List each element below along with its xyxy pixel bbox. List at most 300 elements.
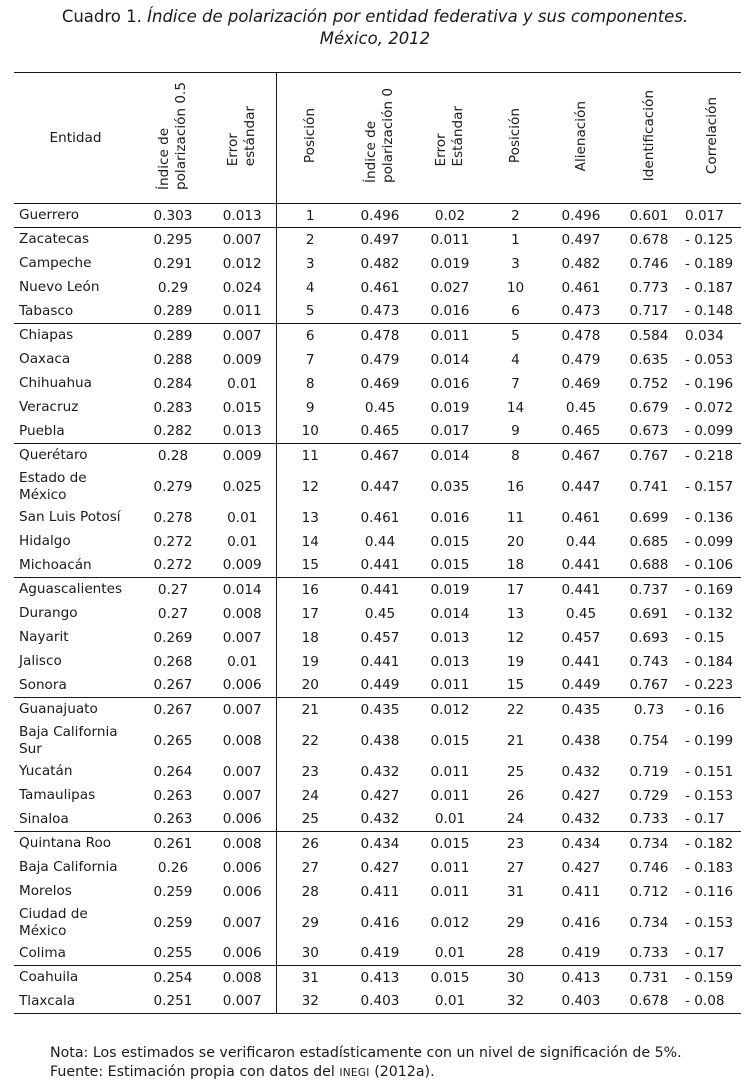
- cell-alienacion: 0.449: [561, 677, 601, 694]
- cell-error-estandar-1: 0.007: [222, 914, 262, 931]
- cell-indice-05: 0.295: [137, 228, 209, 252]
- cell-entidad: San Luis Potosí: [19, 509, 121, 525]
- cell-posicion-1: 17: [276, 602, 344, 626]
- cell-correlacion: - 0.157: [685, 478, 734, 495]
- cell-correlacion: - 0.17: [685, 945, 725, 962]
- cell-error-estandar-1: 0.007: [209, 990, 276, 1014]
- cell-alienacion: 0.411: [561, 883, 601, 900]
- cell-posicion-2: 30: [484, 966, 547, 990]
- cell-correlacion: - 0.184: [685, 653, 734, 670]
- cell-error-estandar-1: 0.006: [222, 883, 262, 900]
- cell-identificacion: 0.729: [629, 787, 669, 804]
- cell-alienacion: 0.438: [561, 732, 601, 749]
- cell-entidad: Guanajuato: [14, 698, 137, 722]
- cell-correlacion: - 0.072: [685, 399, 734, 416]
- cell-error-estandar-1: 0.009: [222, 351, 262, 368]
- cell-error-estandar-1: 0.006: [222, 859, 262, 876]
- cell-correlacion: - 0.099: [685, 533, 734, 550]
- cell-indice-0: 0.482: [360, 255, 400, 272]
- cell-error-estandar-1: 0.014: [209, 578, 276, 602]
- cell-indice-05: 0.278: [153, 509, 193, 526]
- cell-identificacion: 0.773: [629, 279, 669, 296]
- cell-alienacion: 0.419: [561, 945, 601, 962]
- table-row: [14, 348, 741, 372]
- header-error-estandar-2: Error Estándar: [433, 105, 466, 167]
- caption-title: Índice de polarización por entidad federativa y sus componentes.: [147, 7, 689, 26]
- cell-entidad: Querétaro: [14, 444, 137, 468]
- header-correlacion: Correlación: [703, 97, 720, 175]
- cell-entidad: Baja California: [19, 859, 118, 875]
- cell-entidad: Yucatán: [19, 763, 73, 779]
- cell-identificacion: 0.712: [629, 883, 669, 900]
- cell-posicion-2: 6: [511, 303, 520, 320]
- cell-indice-05: 0.29: [157, 279, 189, 296]
- table-row: [14, 698, 741, 722]
- cell-indice-05: 0.261: [137, 832, 209, 856]
- cell-identificacion: 0.717: [629, 303, 669, 320]
- cell-posicion-2: 11: [506, 509, 525, 526]
- cell-posicion-1: 9: [276, 396, 344, 420]
- caption-prefix: Cuadro 1.: [61, 7, 148, 26]
- cell-correlacion: - 0.17: [685, 811, 725, 828]
- cell-posicion-2: 20: [506, 533, 525, 550]
- cell-posicion-2: 16: [506, 478, 525, 495]
- caption-line-2: México, 2012: [319, 29, 431, 48]
- cell-identificacion: 0.673: [629, 423, 669, 440]
- cell-error-estandar-2: 0.012: [430, 914, 470, 931]
- cell-error-estandar-1: 0.012: [222, 255, 262, 272]
- cell-entidad: Estado de México: [19, 469, 87, 503]
- table-row: [14, 578, 741, 602]
- cell-correlacion: - 0.148: [685, 303, 734, 320]
- cell-indice-05: 0.289: [153, 303, 193, 320]
- cell-identificacion: 0.752: [629, 375, 669, 392]
- cell-alienacion: 0.434: [547, 832, 615, 856]
- cell-indice-05: 0.269: [153, 629, 193, 646]
- cell-indice-05: 0.259: [153, 914, 193, 931]
- cell-entidad: Ciudad de México: [19, 905, 88, 939]
- cell-indice-05: 0.255: [153, 945, 193, 962]
- cell-indice-0: 0.441: [360, 653, 400, 670]
- caption-line-1: [0, 6, 750, 28]
- table-row: [14, 324, 741, 348]
- cell-error-estandar-2: 0.019: [430, 399, 470, 416]
- cell-identificacion: 0.584: [615, 324, 683, 348]
- cell-posicion-1: 18: [276, 626, 344, 650]
- cell-error-estandar-1: 0.01: [227, 375, 258, 392]
- cell-identificacion: 0.685: [629, 533, 669, 550]
- cell-posicion-2: 22: [484, 698, 547, 722]
- cell-indice-0: 0.478: [344, 324, 416, 348]
- cell-alienacion: 0.441: [561, 653, 601, 670]
- cell-identificacion: 0.733: [629, 945, 669, 962]
- cell-identificacion: 0.688: [629, 557, 669, 574]
- cell-posicion-1: 29: [276, 904, 344, 942]
- cell-correlacion: - 0.053: [685, 351, 734, 368]
- table-row: [14, 990, 741, 1014]
- cell-posicion-1: 19: [276, 650, 344, 674]
- cell-correlacion: - 0.125: [683, 228, 741, 252]
- cell-error-estandar-1: 0.007: [209, 228, 276, 252]
- cell-posicion-2: 7: [511, 375, 520, 392]
- cell-entidad: Quintana Roo: [14, 832, 137, 856]
- cell-posicion-2: 8: [484, 444, 547, 468]
- cell-error-estandar-1: 0.008: [222, 605, 262, 622]
- cell-error-estandar-1: 0.007: [209, 324, 276, 348]
- cell-entidad: Nayarit: [19, 629, 69, 645]
- cell-posicion-2: 24: [506, 811, 525, 828]
- header-row: [14, 73, 741, 204]
- cell-indice-05: 0.251: [137, 990, 209, 1014]
- cell-indice-05: 0.291: [153, 255, 193, 272]
- cell-indice-05: 0.267: [137, 698, 209, 722]
- cell-alienacion: 0.461: [561, 509, 601, 526]
- cell-correlacion: - 0.183: [685, 859, 734, 876]
- cell-posicion-2: 4: [511, 351, 520, 368]
- cell-error-estandar-2: 0.014: [430, 605, 470, 622]
- cell-indice-05: 0.264: [153, 763, 193, 780]
- cell-identificacion: 0.635: [629, 351, 669, 368]
- inegi-smallcaps: INEGI: [339, 1067, 370, 1079]
- cell-error-estandar-1: 0.007: [222, 763, 262, 780]
- cell-posicion-2: 31: [506, 883, 525, 900]
- cell-alienacion: 0.479: [561, 351, 601, 368]
- table-row: [14, 300, 741, 324]
- cell-alienacion: 0.441: [547, 578, 615, 602]
- cell-posicion-2: 32: [484, 990, 547, 1014]
- cell-identificacion: 0.767: [615, 444, 683, 468]
- cell-identificacion: 0.754: [629, 732, 669, 749]
- cell-posicion-2: 19: [506, 653, 525, 670]
- cell-error-estandar-2: 0.014: [416, 444, 484, 468]
- cell-error-estandar-2: 0.019: [416, 578, 484, 602]
- cell-posicion-1: 6: [276, 324, 344, 348]
- cell-indice-0: 0.45: [364, 605, 396, 622]
- cell-entidad: Michoacán: [19, 556, 92, 573]
- cell-identificacion: 0.719: [629, 763, 669, 780]
- cell-indice-05: 0.284: [153, 375, 193, 392]
- cell-identificacion: 0.741: [629, 478, 669, 495]
- cell-indice-0: 0.432: [360, 811, 400, 828]
- table-row: [14, 942, 741, 966]
- cell-indice-0: 0.449: [360, 677, 400, 694]
- cell-error-estandar-1: 0.009: [209, 444, 276, 468]
- cell-alienacion: 0.457: [561, 629, 601, 646]
- cell-identificacion: 0.734: [615, 832, 683, 856]
- cell-posicion-1: 28: [276, 880, 344, 904]
- cell-alienacion: 0.44: [565, 533, 597, 550]
- cell-posicion-2: 28: [506, 945, 525, 962]
- cell-correlacion: - 0.08: [683, 990, 741, 1014]
- cell-alienacion: 0.403: [547, 990, 615, 1014]
- table-row: [14, 904, 741, 942]
- cell-error-estandar-2: 0.011: [416, 228, 484, 252]
- cell-indice-05: 0.265: [153, 732, 193, 749]
- cell-alienacion: 0.45: [565, 399, 597, 416]
- cell-error-estandar-1: 0.008: [209, 966, 276, 990]
- cell-correlacion: - 0.151: [685, 763, 734, 780]
- cell-posicion-1: 22: [276, 722, 344, 760]
- cell-posicion-2: 26: [506, 787, 525, 804]
- cell-identificacion: 0.767: [629, 677, 669, 694]
- cell-correlacion: - 0.182: [683, 832, 741, 856]
- table-row: [14, 880, 741, 904]
- cell-identificacion: 0.679: [629, 399, 669, 416]
- cell-alienacion: 0.432: [561, 763, 601, 780]
- cell-indice-05: 0.28: [137, 444, 209, 468]
- cell-indice-0: 0.411: [360, 883, 400, 900]
- table-row: [14, 784, 741, 808]
- cell-alienacion: 0.432: [561, 811, 601, 828]
- cell-error-estandar-1: 0.013: [222, 423, 262, 440]
- cell-entidad: Tlaxcala: [14, 990, 137, 1014]
- cell-correlacion: 0.034: [683, 324, 741, 348]
- cell-error-estandar-1: 0.006: [222, 811, 262, 828]
- cell-correlacion: - 0.15: [685, 629, 725, 646]
- cell-posicion-2: 12: [506, 629, 525, 646]
- cell-identificacion: 0.73: [615, 698, 683, 722]
- cell-alienacion: 0.427: [561, 787, 601, 804]
- cell-correlacion: - 0.136: [685, 509, 734, 526]
- table-row: [14, 722, 741, 760]
- table-row: [14, 468, 741, 506]
- cell-posicion-2: 1: [484, 228, 547, 252]
- cell-error-estandar-2: 0.01: [434, 945, 466, 962]
- cell-alienacion: 0.473: [561, 303, 601, 320]
- cell-indice-05: 0.26: [157, 859, 189, 876]
- cell-posicion-1: 13: [276, 506, 344, 530]
- table-row: [14, 252, 741, 276]
- cell-correlacion: - 0.159: [683, 966, 741, 990]
- cell-entidad: Nuevo León: [19, 279, 100, 295]
- cell-posicion-1: 11: [276, 444, 344, 468]
- cell-correlacion: - 0.199: [685, 732, 734, 749]
- cell-error-estandar-2: 0.01: [416, 990, 484, 1014]
- cell-alienacion: 0.497: [547, 228, 615, 252]
- cell-entidad: Tabasco: [19, 302, 74, 319]
- cell-entidad: Aguascalientes: [14, 578, 137, 602]
- cell-posicion-1: 30: [276, 942, 344, 966]
- table-notes: [50, 1044, 682, 1083]
- cell-indice-0: 0.467: [344, 444, 416, 468]
- cell-error-estandar-2: 0.027: [430, 279, 470, 296]
- source-text: Fuente: Estimación propia con datos del INEGI (2012a).: [50, 1064, 435, 1080]
- cell-indice-0: 0.432: [360, 763, 400, 780]
- cell-indice-05: 0.259: [153, 883, 193, 900]
- cell-identificacion: 0.731: [615, 966, 683, 990]
- cell-error-estandar-2: 0.011: [430, 787, 470, 804]
- header-posicion-1: Posición: [276, 73, 344, 204]
- header-indice-0: Índice de polarización 0: [363, 88, 396, 184]
- cell-alienacion: 0.45: [565, 605, 597, 622]
- cell-posicion-2: 9: [511, 423, 520, 440]
- cell-posicion-1: 32: [276, 990, 344, 1014]
- table-row: [14, 276, 741, 300]
- header-posicion-2: Posición: [507, 108, 523, 164]
- cell-posicion-1: 20: [276, 674, 344, 698]
- cell-posicion-2: 29: [506, 914, 525, 931]
- cell-posicion-1: 10: [276, 420, 344, 444]
- cell-error-estandar-1: 0.006: [222, 677, 262, 694]
- cell-indice-05: 0.272: [153, 557, 193, 574]
- cell-identificacion: 0.699: [629, 509, 669, 526]
- cell-indice-05: 0.268: [153, 653, 193, 670]
- cell-indice-0: 0.438: [360, 732, 400, 749]
- cell-identificacion: 0.734: [629, 914, 669, 931]
- cell-entidad: Chiapas: [14, 324, 137, 348]
- cell-error-estandar-1: 0.024: [222, 279, 262, 296]
- cell-indice-0: 0.427: [360, 859, 400, 876]
- cell-alienacion: 0.435: [547, 698, 615, 722]
- polarization-table: [14, 72, 741, 1014]
- cell-indice-0: 0.434: [344, 832, 416, 856]
- cell-posicion-1: 4: [276, 276, 344, 300]
- cell-indice-0: 0.45: [364, 399, 396, 416]
- cell-error-estandar-2: 0.014: [430, 351, 470, 368]
- table-row: [14, 444, 741, 468]
- cell-indice-0: 0.403: [344, 990, 416, 1014]
- cell-indice-0: 0.469: [360, 375, 400, 392]
- cell-indice-0: 0.447: [360, 478, 400, 495]
- cell-error-estandar-1: 0.007: [209, 698, 276, 722]
- cell-alienacion: 0.416: [561, 914, 601, 931]
- cell-error-estandar-2: 0.016: [430, 375, 470, 392]
- cell-entidad: Durango: [19, 605, 78, 621]
- table-row: [14, 808, 741, 832]
- cell-indice-0: 0.496: [344, 204, 416, 228]
- cell-alienacion: 0.496: [547, 204, 615, 228]
- cell-correlacion: - 0.16: [683, 698, 741, 722]
- cell-correlacion: - 0.099: [685, 423, 734, 440]
- cell-entidad: Coahuila: [14, 966, 137, 990]
- cell-posicion-2: 3: [511, 255, 520, 272]
- cell-indice-05: 0.27: [157, 605, 189, 622]
- cell-error-estandar-2: 0.015: [430, 732, 470, 749]
- cell-indice-05: 0.283: [153, 399, 193, 416]
- cell-posicion-2: 13: [506, 605, 525, 622]
- header-error-estandar-1: Error estándar: [225, 105, 259, 167]
- cell-alienacion: 0.413: [547, 966, 615, 990]
- cell-alienacion: 0.441: [561, 557, 601, 574]
- cell-indice-0: 0.497: [344, 228, 416, 252]
- header-identificacion: Identificación: [640, 90, 657, 182]
- cell-error-estandar-1: 0.015: [222, 399, 262, 416]
- cell-correlacion: - 0.153: [685, 914, 734, 931]
- cell-indice-05: 0.263: [153, 811, 193, 828]
- cell-error-estandar-2: 0.011: [416, 324, 484, 348]
- cell-error-estandar-1: 0.008: [209, 832, 276, 856]
- cell-posicion-2: 18: [506, 557, 525, 574]
- cell-error-estandar-2: 0.012: [416, 698, 484, 722]
- table-row: [14, 204, 741, 228]
- header-alienacion: Alienación: [572, 100, 589, 172]
- cell-correlacion: - 0.169: [683, 578, 741, 602]
- cell-posicion-1: 16: [276, 578, 344, 602]
- cell-entidad: Colima: [19, 944, 66, 961]
- cell-posicion-1: 2: [276, 228, 344, 252]
- cell-posicion-1: 21: [276, 698, 344, 722]
- cell-posicion-1: 3: [276, 252, 344, 276]
- cell-error-estandar-1: 0.011: [222, 303, 262, 320]
- cell-indice-0: 0.461: [360, 279, 400, 296]
- cell-error-estandar-2: 0.035: [430, 478, 470, 495]
- table-row: [14, 228, 741, 252]
- cell-indice-0: 0.416: [360, 914, 400, 931]
- cell-correlacion: 0.017: [683, 204, 741, 228]
- cell-error-estandar-2: 0.015: [430, 557, 470, 574]
- cell-error-estandar-1: 0.007: [222, 629, 262, 646]
- table-row: [14, 832, 741, 856]
- cell-alienacion: 0.482: [561, 255, 601, 272]
- table-row: [14, 650, 741, 674]
- cell-indice-05: 0.272: [153, 533, 193, 550]
- cell-indice-05: 0.263: [153, 787, 193, 804]
- table-row: [14, 530, 741, 554]
- cell-indice-0: 0.465: [360, 423, 400, 440]
- cell-posicion-2: 17: [484, 578, 547, 602]
- cell-alienacion: 0.461: [561, 279, 601, 296]
- table-row: [14, 760, 741, 784]
- cell-identificacion: 0.737: [615, 578, 683, 602]
- cell-indice-05: 0.289: [137, 324, 209, 348]
- cell-correlacion: - 0.223: [685, 677, 734, 694]
- cell-error-estandar-2: 0.015: [430, 533, 470, 550]
- cell-indice-05: 0.27: [137, 578, 209, 602]
- cell-posicion-2: 27: [506, 859, 525, 876]
- cell-posicion-2: 5: [484, 324, 547, 348]
- cell-indice-0: 0.473: [360, 303, 400, 320]
- cell-correlacion: - 0.153: [685, 787, 734, 804]
- header-indice-05: Índice de polarización 0.5: [156, 81, 189, 190]
- cell-posicion-1: 27: [276, 856, 344, 880]
- cell-error-estandar-2: 0.01: [434, 811, 466, 828]
- cell-error-estandar-1: 0.01: [227, 533, 258, 550]
- note-text: Nota: Los estimados se verificaron estadísticamente con un nivel de significación de 5%.: [50, 1045, 682, 1061]
- cell-error-estandar-2: 0.015: [416, 832, 484, 856]
- cell-posicion-2: 14: [506, 399, 525, 416]
- cell-error-estandar-2: 0.011: [430, 883, 470, 900]
- cell-error-estandar-2: 0.013: [430, 629, 470, 646]
- cell-posicion-1: 12: [276, 468, 344, 506]
- cell-posicion-1: 26: [276, 832, 344, 856]
- cell-identificacion: 0.746: [629, 859, 669, 876]
- cell-identificacion: 0.743: [629, 653, 669, 670]
- cell-posicion-1: 31: [276, 966, 344, 990]
- cell-indice-0: 0.44: [364, 533, 396, 550]
- cell-indice-0: 0.461: [360, 509, 400, 526]
- cell-indice-05: 0.282: [153, 423, 193, 440]
- cell-entidad: Sinaloa: [19, 810, 69, 827]
- cell-posicion-1: 8: [276, 372, 344, 396]
- cell-alienacion: 0.427: [561, 859, 601, 876]
- cell-error-estandar-2: 0.011: [430, 859, 470, 876]
- cell-posicion-2: 23: [484, 832, 547, 856]
- cell-posicion-2: 2: [484, 204, 547, 228]
- cell-error-estandar-1: 0.025: [222, 478, 262, 495]
- cell-error-estandar-2: 0.015: [416, 966, 484, 990]
- cell-error-estandar-2: 0.02: [416, 204, 484, 228]
- cell-indice-0: 0.441: [360, 557, 400, 574]
- cell-posicion-1: 7: [276, 348, 344, 372]
- cell-identificacion: 0.601: [615, 204, 683, 228]
- cell-entidad: Guerrero: [14, 204, 137, 228]
- cell-indice-0: 0.457: [360, 629, 400, 646]
- cell-error-estandar-2: 0.011: [430, 763, 470, 780]
- cell-alienacion: 0.465: [561, 423, 601, 440]
- cell-identificacion: 0.678: [615, 228, 683, 252]
- cell-correlacion: - 0.132: [685, 605, 734, 622]
- cell-entidad: Hidalgo: [19, 533, 71, 549]
